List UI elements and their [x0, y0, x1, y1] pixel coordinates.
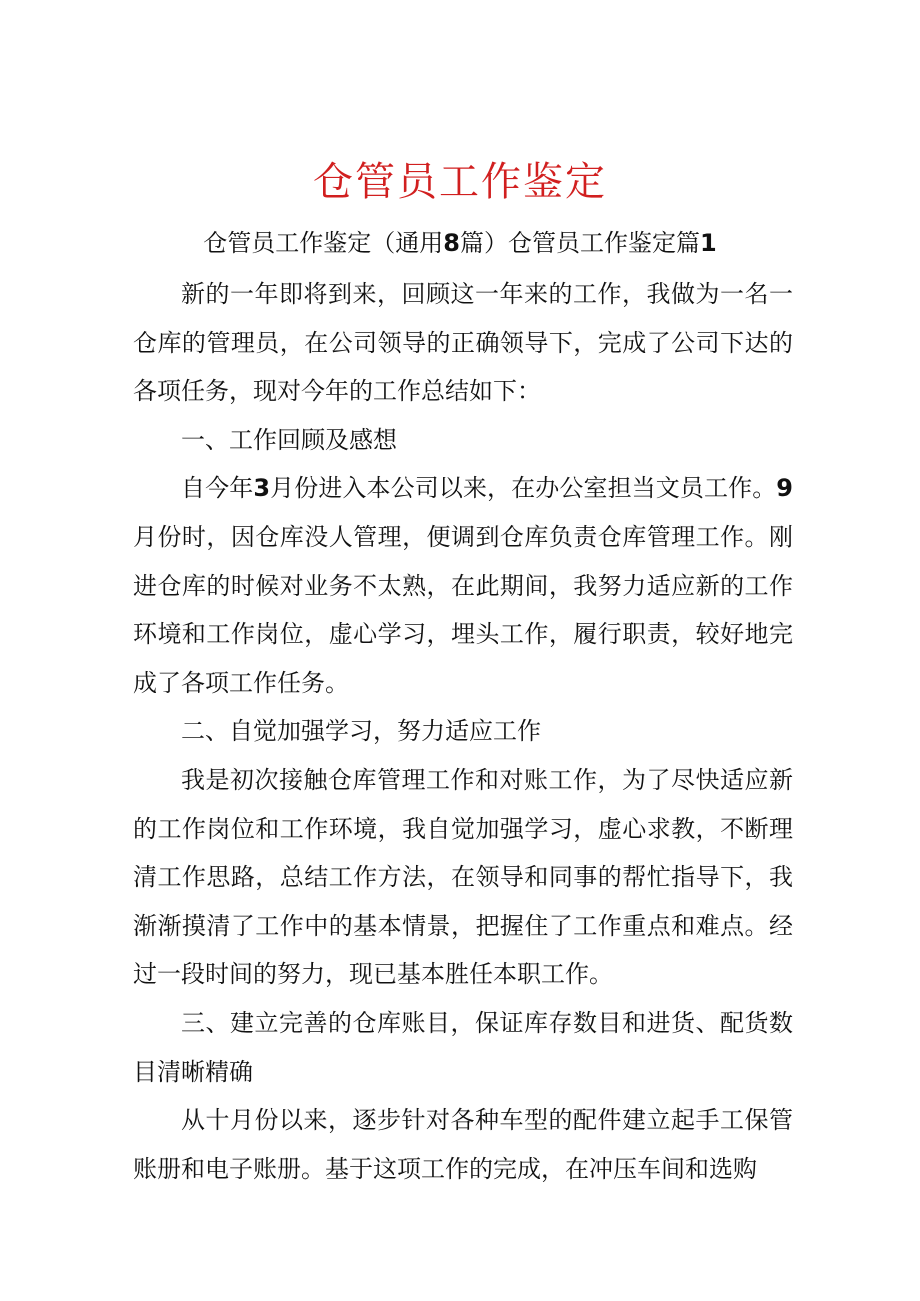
- section-heading-1: 一、工作回顾及感想: [181, 425, 397, 454]
- subtitle-count: 8: [443, 229, 460, 257]
- section-heading-3: 三、建立完善的仓库账目，保证库存数目和进货、配货数目清晰精确: [133, 1008, 793, 1086]
- review-text-a: 自今年: [181, 474, 254, 503]
- review-text-b: 月份进入本公司以来，在办公室担当文员工作。: [270, 474, 777, 503]
- subtitle-number: 1: [700, 229, 717, 257]
- document-subtitle: [0, 222, 920, 264]
- subtitle-text-1: 仓管员工作鉴定（通用: [203, 229, 444, 257]
- paragraph-learning: 我是初次接触仓库管理工作和对账工作，为了尽快适应新的工作岗位和工作环境，我自觉加强学习，虚心求教，不断理清工作思路，总结工作方法，在领导和同事的帮忙指导下，我渐渐摸清了工作中的基本情景，把握住了工作重点和难点。经过一段时间的努力，现已基本胜任本职工作。: [133, 765, 793, 989]
- paragraph-intro: 新的一年即将到来，回顾这一年来的工作，我做为一名一仓库的管理员，在公司领导的正确领导下，完成了公司下达的各项任务，现对今年的工作总结如下：: [133, 280, 793, 406]
- section-heading-2: 二、自觉加强学习，努力适应工作: [181, 717, 541, 746]
- review-text-c: 月份时，因仓库没人管理，便调到仓库负责仓库管理工作。刚进仓库的时候对业务不太熟，在此期间，我努力适应新的工作环境和工作岗位，虚心学习，埋头工作，履行职责，较好地完成了各项工作任务。: [133, 522, 793, 697]
- page-title: 仓管员工作鉴定: [313, 159, 607, 205]
- document-body: [133, 270, 793, 1193]
- review-month-2: 9: [776, 474, 793, 503]
- review-month-1: 3: [253, 474, 271, 503]
- paragraph-review: [133, 464, 793, 707]
- subtitle-text-2: 篇）仓管员工作鉴定篇: [460, 229, 700, 257]
- paragraph-accounts: 从十月份以来，逐步针对各种车型的配件建立起手工保管账册和电子账册。基于这项工作的完成，在冲压车间和选购: [133, 1106, 793, 1183]
